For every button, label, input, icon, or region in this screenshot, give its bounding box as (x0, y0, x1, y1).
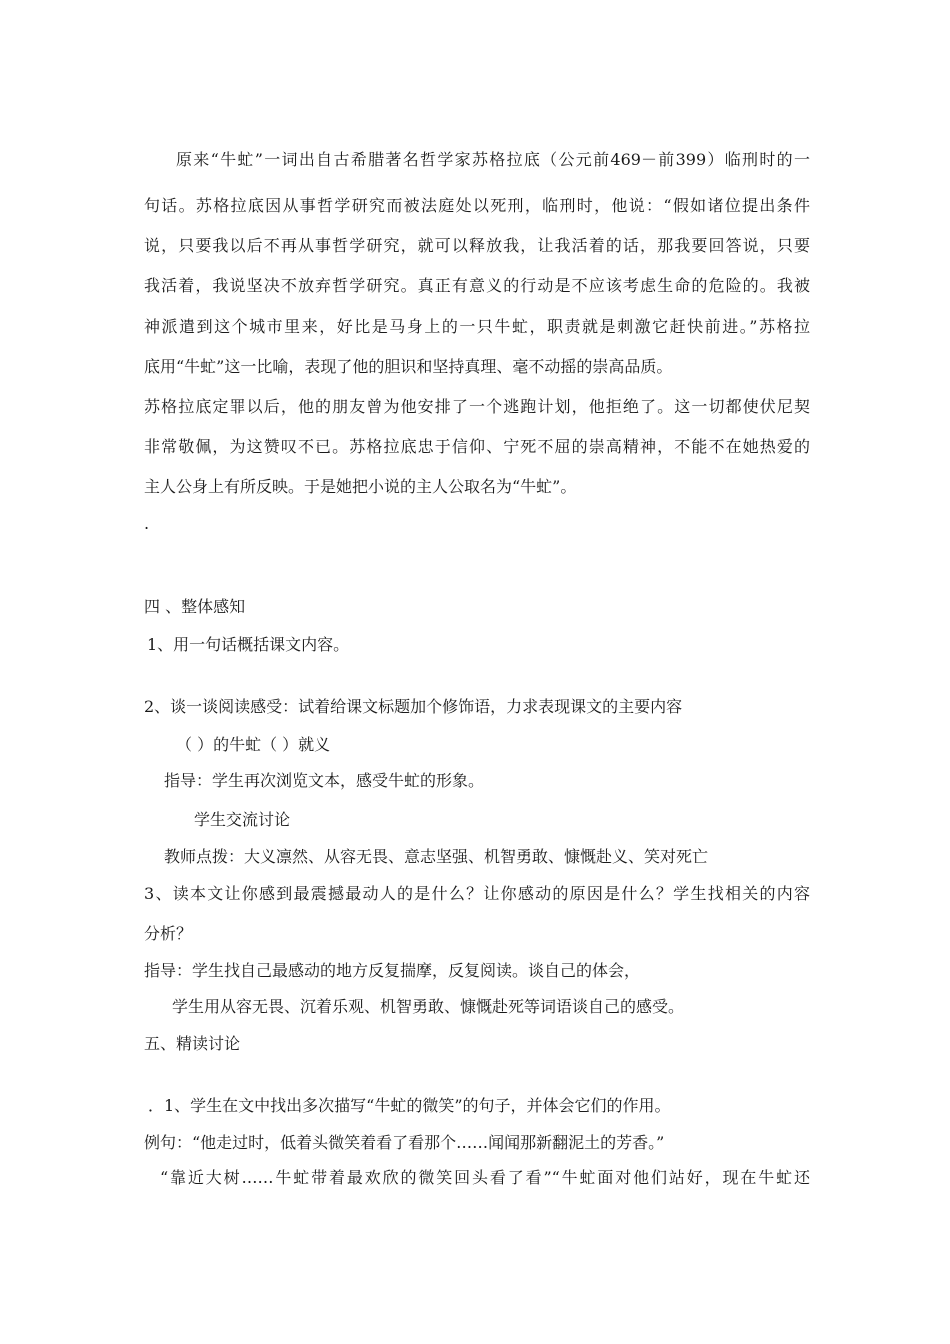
text-line: 句话。苏格拉底因从事哲学研究而被法庭处以死刑，临刑时，他说：“假如诸位提出条件 (144, 196, 810, 215)
guide-text: 指导：学生找自己最感动的地方反复揣摩，反复阅读。谈自己的体会， (144, 961, 641, 980)
text-line: 神派遣到这个城市里来，好比是马身上的一只牛虻，职责就是刺激它赶快前进。”苏格拉 (144, 317, 810, 336)
text-line: 我活着，我说坚决不放弃哲学研究。真正有意义的行动是不应该考虑生命的危险的。我被 (144, 276, 810, 295)
task-item: ．1、学生在文中找出多次描写“牛虻的微笑”的句子，并体会它们的作用。 (148, 1096, 671, 1115)
text-line: 底用“牛虻”这一比喻，表现了他的胆识和坚持真理、毫不动摇的崇高品质。 (144, 357, 673, 376)
text-line: 苏格拉底定罪以后，他的朋友曾为他安排了一个逃跑计划，他拒绝了。这一切都使伏尼契 (144, 397, 810, 416)
example-sentence: “靠近大树……牛虻带着最欢欣的微笑回头看了看”“牛虻面对他们站好，现在牛虻还 (160, 1168, 810, 1187)
section-heading: 五、精读讨论 (144, 1034, 241, 1053)
text-line: 非常敬佩，为这赞叹不已。苏格拉底忠于信仰、宁死不屈的崇高精神，不能不在她热爱的 (144, 437, 810, 456)
discussion-text: 学生交流讨论 (194, 810, 291, 829)
text-line: 主人公身上有所反映。于是她把小说的主人公取名为“牛虻”。 (144, 477, 577, 496)
text-line: 原来“牛虻”一词出自古希腊著名哲学家苏格拉底（公元前469－前399）临刑时的一 (176, 150, 810, 169)
question-1: 1、用一句话概括课文内容。 (147, 635, 350, 654)
question-3-cont: 分析？ (144, 924, 193, 943)
question-2: 2、谈一谈阅读感受：试着给课文标题加个修饰语，力求表现课文的主要内容 (144, 697, 683, 716)
stray-dot: . (144, 514, 150, 533)
question-3: 3、读本文让你感到最震撼最动人的是什么？让你感动的原因是什么？学生找相关的内容 (144, 884, 810, 903)
section-heading: 四 、整体感知 (144, 597, 246, 616)
text-line: 说，只要我以后不再从事哲学研究，就可以释放我，让我活着的话，那我要回答说，只要 (144, 236, 810, 255)
teacher-tip: 教师点拨：大义凛然、从容无畏、意志坚强、机智勇敢、慷慨赴义、笑对死亡 (164, 847, 709, 866)
guide-text: 指导：学生再次浏览文本，感受牛虻的形象。 (164, 771, 485, 790)
student-response: 学生用从容无畏、沉着乐观、机智勇敢、慷慨赴死等词语谈自己的感受。 (172, 997, 685, 1016)
fill-blank-title: （ ）的牛虻（ ）就义 (176, 735, 331, 754)
example-sentence: 例句：“他走过时，低着头微笑着看了看那个……闻闻那新翻泥土的芳香。” (144, 1133, 665, 1152)
